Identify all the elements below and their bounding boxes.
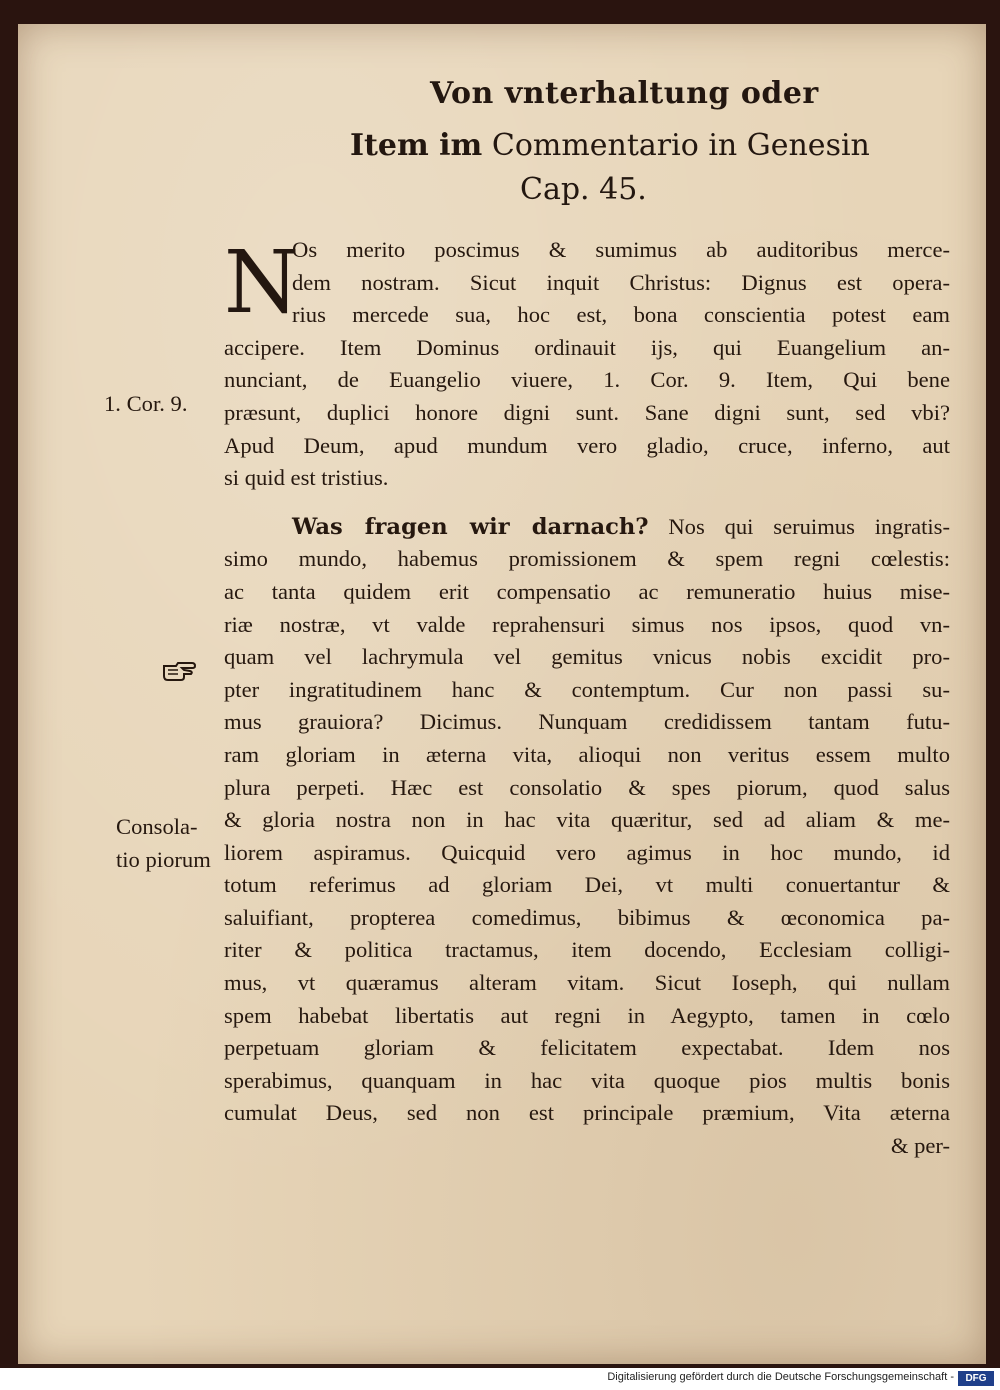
dfg-logo: DFG	[958, 1371, 994, 1386]
text-line: riter & politica tractamus, item docendo, Ecclesiam colligi-	[224, 937, 950, 963]
text-line: & gloria nostra non in hac vita quæritur, sed ad aliam & me-	[224, 807, 950, 833]
text-line: accipere. Item Dominus ordinauit ijs, qui Euangelium an-	[224, 334, 950, 360]
text-line: riæ nostræ, vt valde reprahensuri simus nos ipsos, quod vn-	[224, 611, 950, 637]
text-line: liorem aspiramus. Quicquid vero agimus in hoc mundo, id	[224, 839, 950, 865]
text-line: pter ingratitudinem hanc & contemptum. Cur non passi su-	[224, 676, 950, 702]
paragraph-2	[224, 511, 950, 1163]
heading-fraktur-part: Item im	[350, 128, 483, 163]
text-line: mus grauiora? Dicimus. Nunquam credidissem tantam futu-	[224, 709, 950, 735]
lead-line-rest: Nos qui seruimus ingratis-	[668, 513, 950, 539]
text-line: Os merito poscimus & sumimus ab auditoribus merce-	[292, 237, 950, 262]
body-text	[224, 234, 950, 1163]
catchword: & per-	[890, 1133, 950, 1159]
digitization-footer	[0, 1368, 1000, 1390]
manicule-icon	[162, 660, 196, 682]
drop-cap-initial: N	[224, 233, 300, 333]
text-line: simo mundo, habemus promissionem & spem regni cœlestis:	[224, 546, 950, 572]
chapter-reference: Cap. 45.	[520, 172, 647, 207]
text-line: præsunt, duplici honore digni sunt. Sane digni sunt, sed vbi?	[224, 399, 950, 425]
margin-note-consolatio-line2: tio piorum	[116, 847, 211, 872]
margin-note-consolatio-line1: Consola-	[116, 814, 198, 839]
text-line: ac tanta quidem erit compensatio ac remuneratio huius mise-	[224, 578, 950, 604]
fraktur-lead-phrase: Was fragen wir darnach?	[292, 513, 649, 540]
text-line: quam vel lachrymula vel gemitus vnicus nobis excidit pro-	[224, 644, 950, 670]
text-line: plura perpeti. Hæc est consolatio & spes piorum, quod salus	[224, 774, 950, 800]
paragraph-1	[224, 234, 950, 495]
text-line: totum referimus ad gloriam Dei, vt multi conuertantur &	[224, 872, 950, 898]
text-line: cumulat Deus, sed non est principale præmium, Vita æterna	[224, 1100, 950, 1126]
funding-credit: Digitalisierung gefördert durch die Deutsche Forschungsgemeinschaft -	[607, 1371, 954, 1383]
text-line: si quid est tristius.	[224, 465, 389, 491]
text-line: sperabimus, quanquam in hac vita quoque pios multis bonis	[224, 1067, 950, 1093]
text-line: nunciant, de Euangelio viuere, 1. Cor. 9. Item, Qui bene	[224, 367, 950, 393]
heading-line-2	[350, 128, 870, 163]
paragraph-gap	[224, 495, 950, 511]
text-line: rius mercede sua, hoc est, bona conscientia potest eam	[292, 302, 950, 328]
running-head: Von vnterhaltung oder	[430, 76, 819, 111]
text-line: Apud Deum, apud mundum vero gladio, cruce, inferno, aut	[224, 432, 950, 458]
text-line: dem nostram. Sicut inquit Christus: Dignus est opera-	[292, 269, 950, 295]
text-line: mus, vt quæramus alteram vitam. Sicut Ioseph, qui nullam	[224, 970, 950, 996]
text-line: spem habebat libertatis aut regni in Aegypto, tamen in cœlo	[224, 1002, 950, 1028]
text-line: ram gloriam in æterna vita, alioqui non veritus essem multo	[224, 741, 950, 767]
heading-roman-part: Commentario in Genesin	[491, 128, 870, 163]
text-line-lead	[224, 511, 950, 544]
text-line: perpetuam gloriam & felicitatem expectabat. Idem nos	[224, 1035, 950, 1061]
text-line: saluifiant, propterea comedimus, bibimus & œconomica pa-	[224, 904, 950, 930]
margin-note-reference: 1. Cor. 9.	[104, 391, 188, 416]
